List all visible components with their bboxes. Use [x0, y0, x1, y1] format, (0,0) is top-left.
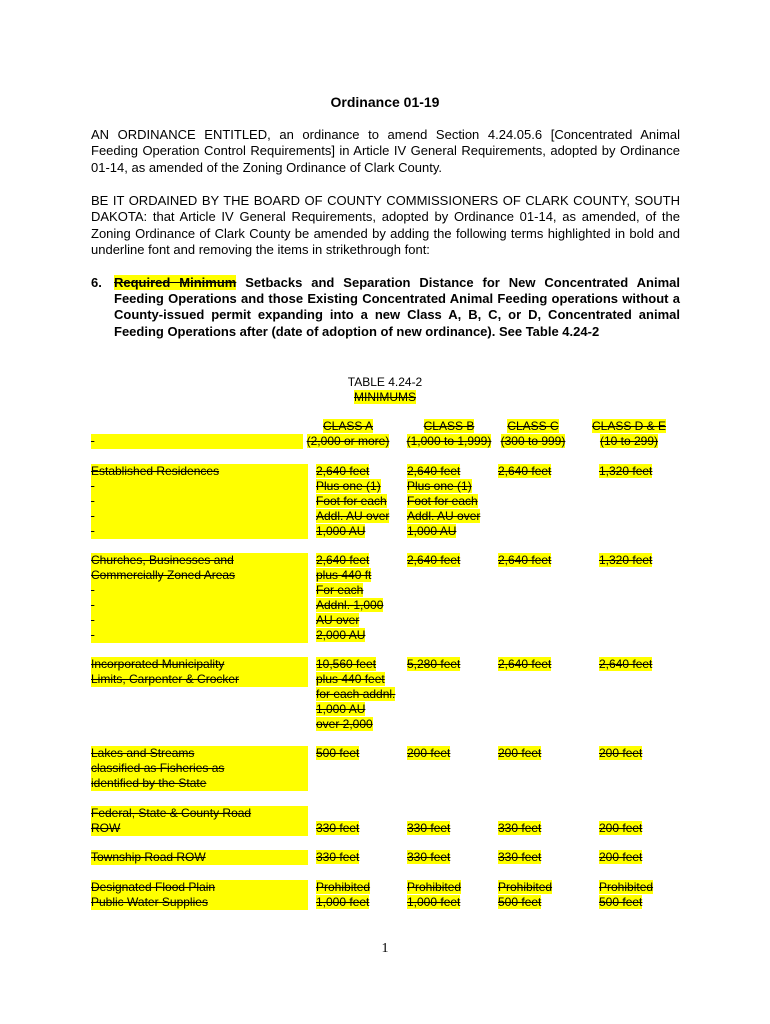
column-header-line — [404, 434, 494, 449]
class-de-value — [599, 464, 652, 479]
column-header-text: (2,000 or more) — [306, 434, 390, 448]
header-label-blank — [91, 434, 303, 449]
class-c-value — [498, 821, 541, 836]
ordinance-title: Ordinance 01-19 — [330, 94, 440, 110]
class-b-value-line — [407, 464, 480, 479]
class-de-value-line — [599, 850, 642, 865]
column-header — [303, 419, 393, 449]
row-label-text: Commercially Zoned Areas — [91, 568, 308, 583]
row-label-text: Public Water Supplies — [91, 895, 308, 910]
column-header-text: (1,000 to 1,999) — [406, 434, 492, 448]
class-b-value — [407, 746, 450, 761]
class-c-value-line — [498, 895, 552, 910]
row-label-text: Designated Flood Plain — [91, 880, 308, 895]
class-a-value-text: 2,640 feet — [316, 553, 370, 567]
class-de-value-text: 500 feet — [599, 895, 643, 909]
class-a-value-text: 500 feet — [316, 746, 360, 760]
column-header-line — [589, 434, 669, 449]
class-c-value-text: 330 feet — [498, 821, 542, 835]
class-a-value-text: 2,640 feet — [316, 464, 370, 478]
class-a-value-line — [316, 850, 359, 865]
class-de-value — [599, 850, 642, 865]
class-de-value-line — [599, 746, 642, 761]
class-a-value — [316, 821, 359, 836]
class-c-value — [498, 746, 541, 761]
class-a-value-text: Prohibited — [316, 880, 371, 894]
class-c-value-text: 2,640 feet — [498, 464, 552, 478]
row-label-line — [91, 509, 308, 524]
class-a-value-line — [316, 598, 383, 613]
class-b-value-text: Foot for each — [407, 494, 478, 508]
row-label-line — [91, 464, 308, 479]
class-a-value-text: over 2,000 — [316, 717, 373, 731]
class-de-value-text: 200 feet — [599, 821, 643, 835]
class-b-value-text: 200 feet — [407, 746, 451, 760]
class-de-value-line — [599, 895, 653, 910]
column-header-line — [589, 419, 669, 434]
class-a-value-line — [316, 524, 389, 539]
class-c-value-line — [498, 464, 551, 479]
class-a-value-text: 1,000 AU — [316, 524, 366, 538]
class-de-value-text: 1,320 feet — [599, 553, 653, 567]
class-a-value-line — [316, 895, 370, 910]
class-b-value-text: Plus one (1) — [407, 479, 472, 493]
row-label-text: Limits, Carpenter & Crocker — [91, 672, 308, 687]
row-label-text: classified as Fisheries as — [91, 761, 308, 776]
column-header-text: CLASS D & E — [591, 419, 667, 433]
row-label-line — [91, 746, 308, 761]
class-a-value-text: Plus one (1) — [316, 479, 381, 493]
class-b-value-line — [407, 657, 460, 672]
class-a-value-text: Addnl. 1,000 — [316, 598, 384, 612]
class-c-value-text: 2,640 feet — [498, 657, 552, 671]
class-a-value-line — [316, 613, 383, 628]
row-label — [91, 746, 308, 791]
class-a-value-line — [316, 746, 359, 761]
class-de-value — [599, 553, 652, 568]
class-c-value-text: 2,640 feet — [498, 553, 552, 567]
row-label-line — [91, 598, 308, 613]
column-header — [589, 419, 669, 449]
row-label-text — [91, 583, 308, 598]
class-a-value — [316, 553, 383, 643]
class-b-value-line — [407, 880, 461, 895]
class-b-value-line — [407, 821, 450, 836]
class-a-value — [316, 880, 370, 910]
row-label-text — [91, 628, 308, 643]
column-header-line — [404, 419, 494, 434]
row-label — [91, 657, 308, 687]
row-label-text: Federal, State & County Road — [91, 806, 308, 821]
class-de-value — [599, 657, 652, 672]
class-c-value-line — [498, 746, 541, 761]
class-a-value-text: 2,000 AU — [316, 628, 366, 642]
class-de-value-text: Prohibited — [599, 880, 654, 894]
row-label-text: Churches, Businesses and — [91, 553, 308, 568]
class-a-value-text: 330 feet — [316, 850, 360, 864]
class-a-value — [316, 746, 359, 761]
class-a-value — [316, 464, 389, 539]
class-a-value-line — [316, 821, 359, 836]
class-b-value-line — [407, 850, 450, 865]
class-de-value-line — [599, 821, 642, 836]
class-a-value-text: 10,560 feet — [316, 657, 377, 671]
class-a-value-line — [316, 717, 395, 732]
class-b-value — [407, 821, 450, 836]
row-label-text: Township Road ROW — [91, 850, 308, 865]
row-label-line — [91, 568, 308, 583]
class-b-value — [407, 553, 460, 568]
class-c-value-line — [498, 880, 552, 895]
row-label — [91, 806, 308, 836]
class-a-value — [316, 850, 359, 865]
class-a-value-line — [316, 687, 395, 702]
class-de-value — [599, 821, 642, 836]
class-c-value — [498, 657, 551, 672]
class-b-value-text: 5,280 feet — [407, 657, 461, 671]
page-number: 1 — [381, 941, 389, 956]
class-a-value-line — [316, 657, 395, 672]
column-header — [498, 419, 568, 449]
class-c-value — [498, 880, 552, 910]
class-de-value-text: 200 feet — [599, 850, 643, 864]
row-label-line — [91, 776, 308, 791]
row-label-text — [91, 509, 308, 524]
column-header-text: CLASS C — [507, 419, 559, 433]
column-header-text: CLASS B — [423, 419, 475, 433]
class-b-value-text: 1,000 AU — [407, 524, 457, 538]
row-label — [91, 880, 308, 910]
row-label — [91, 464, 308, 539]
item-text — [114, 275, 680, 340]
class-c-value — [498, 464, 551, 479]
class-a-value-line — [316, 880, 370, 895]
class-c-value — [498, 850, 541, 865]
class-b-value — [407, 657, 460, 672]
row-label-text — [91, 479, 308, 494]
row-label-line — [91, 657, 308, 672]
row-label-line — [91, 494, 308, 509]
class-c-value-text: 500 feet — [498, 895, 542, 909]
class-b-value — [407, 850, 450, 865]
class-a-value-text: 1,000 feet — [316, 895, 370, 909]
class-de-value-line — [599, 464, 652, 479]
row-label-text: Incorporated Municipality — [91, 657, 308, 672]
class-de-value-text: 200 feet — [599, 746, 643, 760]
section-item-6 — [91, 275, 680, 340]
class-a-value-line — [316, 702, 395, 717]
struck-text: Required Minimum — [114, 275, 237, 290]
class-a-value-line — [316, 479, 389, 494]
table-subtitle: MINIMUMS — [354, 390, 416, 404]
column-header-line — [498, 419, 568, 434]
class-b-value-text: Addl. AU over — [407, 509, 481, 523]
column-header-text: CLASS A — [322, 419, 374, 433]
column-header-text: (300 to 999) — [500, 434, 566, 448]
class-b-value-text: 1,000 feet — [407, 895, 461, 909]
class-b-value — [407, 464, 480, 539]
row-label-line — [91, 628, 308, 643]
class-de-value — [599, 746, 642, 761]
row-label-line — [91, 553, 308, 568]
row-label-text — [91, 598, 308, 613]
class-a-value-line — [316, 464, 389, 479]
class-a-value-text: plus 440 feet — [316, 672, 385, 686]
class-b-value-line — [407, 494, 480, 509]
column-header-line — [303, 419, 393, 434]
class-b-value-text: 2,640 feet — [407, 464, 461, 478]
table-title: TABLE 4.24-2 — [347, 375, 423, 389]
class-c-value-line — [498, 553, 551, 568]
class-c-value — [498, 553, 551, 568]
class-a-value-line — [316, 509, 389, 524]
class-c-value-line — [498, 821, 541, 836]
class-a-value-text: plus 440 ft — [316, 568, 372, 582]
row-label-text: identified by the State — [91, 776, 308, 791]
column-header-text: (10 to 299) — [599, 434, 659, 448]
class-c-value-line — [498, 850, 541, 865]
class-b-value-line — [407, 509, 480, 524]
row-label-text — [91, 524, 308, 539]
class-b-value-text: Prohibited — [407, 880, 462, 894]
column-header-line — [303, 434, 393, 449]
class-a-value — [316, 657, 395, 732]
class-a-value-line — [316, 553, 383, 568]
row-label-line — [91, 806, 308, 821]
class-de-value-line — [599, 657, 652, 672]
row-label-line — [91, 895, 308, 910]
class-c-value-line — [498, 657, 551, 672]
class-a-value-text: Foot for each — [316, 494, 387, 508]
row-label-line — [91, 850, 308, 865]
class-de-value — [599, 880, 653, 910]
row-label-line — [91, 821, 308, 836]
row-label-line — [91, 672, 308, 687]
class-b-value-line — [407, 524, 480, 539]
class-a-value-text: Addl. AU over — [316, 509, 390, 523]
class-b-value-line — [407, 479, 480, 494]
row-label-line — [91, 583, 308, 598]
class-b-value-text: 330 feet — [407, 821, 451, 835]
class-a-value-text: 330 feet — [316, 821, 360, 835]
class-b-value-line — [407, 746, 450, 761]
class-a-value-line — [316, 672, 395, 687]
column-header — [404, 419, 494, 449]
class-a-value-text: for each addnl. — [316, 687, 396, 701]
column-header-line — [498, 434, 568, 449]
class-de-value-text: 2,640 feet — [599, 657, 653, 671]
ordained-paragraph: BE IT ORDAINED BY THE BOARD OF COUNTY COMMISSIONERS OF CLARK COUNTY, SOUTH DAKOTA: that Article IV General Requirements, adopted by Ordinance 01-14, as amended, of the Zoning Ordinance of Clark County be amended by adding the following terms highlighted in bold and underline font and removing the items in strikethrough font: — [91, 193, 680, 257]
class-a-value-line — [316, 628, 383, 643]
class-de-value-line — [599, 880, 653, 895]
item-number: 6. — [91, 275, 102, 290]
class-a-value-text: For each — [316, 583, 364, 597]
class-a-value-text: 1,000 AU — [316, 702, 366, 716]
row-label-text: Lakes and Streams — [91, 746, 308, 761]
class-b-value-line — [407, 553, 460, 568]
class-c-value-text: Prohibited — [498, 880, 553, 894]
row-label-text — [91, 613, 308, 628]
class-b-value-text: 330 feet — [407, 850, 451, 864]
class-b-value — [407, 880, 461, 910]
class-b-value-line — [407, 895, 461, 910]
row-label-line — [91, 761, 308, 776]
class-de-value-line — [599, 553, 652, 568]
row-label-line — [91, 479, 308, 494]
class-c-value-text: 200 feet — [498, 746, 542, 760]
class-b-value-text: 2,640 feet — [407, 553, 461, 567]
row-label-text: ROW — [91, 821, 308, 836]
row-label-line — [91, 613, 308, 628]
row-label-text: Established Residences — [91, 464, 308, 479]
class-a-value-line — [316, 583, 383, 598]
row-label-text — [91, 494, 308, 509]
class-c-value-text: 330 feet — [498, 850, 542, 864]
class-de-value-text: 1,320 feet — [599, 464, 653, 478]
class-a-value-line — [316, 494, 389, 509]
item-body: Setbacks and Separation Distance for New Concentrated Animal Feeding Operations and those Existing Concentrated Animal Feeding operations without a County-issued permit expanding into a new Class A, B, C, or D, Concentrated animal Feeding Operations after (date of adoption of new ordinance). See Table 4.24-2 — [114, 275, 680, 339]
class-a-value-line — [316, 568, 383, 583]
class-a-value-text: AU over — [316, 613, 360, 627]
row-label — [91, 553, 308, 643]
row-label — [91, 850, 308, 865]
row-label-line — [91, 880, 308, 895]
row-label-line — [91, 524, 308, 539]
intro-paragraph: AN ORDINANCE ENTITLED, an ordinance to amend Section 4.24.05.6 [Concentrated Animal Feeding Operation Control Requirements] in Article IV General Requirements, adopted by Ordinance 01-14, as amended of the Zoning Ordinance of Clark County. — [91, 127, 680, 175]
